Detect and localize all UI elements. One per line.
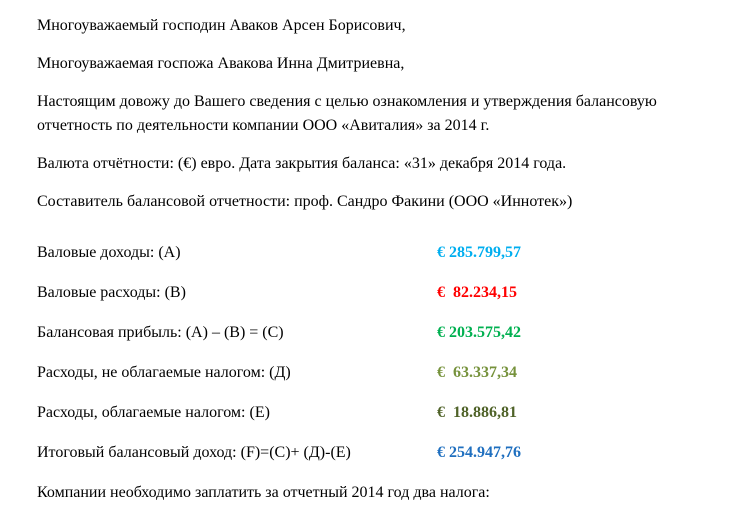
balance-row-label: Итоговый балансовый доход: (F)=(С)+ (Д)-(Е) bbox=[37, 444, 351, 461]
balance-table bbox=[37, 241, 718, 465]
compiler-line: Составитель балансовой отчетности: проф. Сандро Факини (ООО «Иннотек») bbox=[37, 193, 573, 210]
balance-row-label: Валовые расходы: (В) bbox=[37, 284, 186, 301]
balance-row-label: Расходы, не облагаемые налогом: (Д) bbox=[37, 364, 291, 381]
balance-row-value: € 285.799,57 bbox=[437, 244, 521, 261]
balance-row-value: € 254.947,76 bbox=[437, 444, 521, 461]
balance-row-balance-profit bbox=[37, 321, 718, 345]
salutation-line-2: Многоуважаемая госпожа Авакова Инна Дмитриевна, bbox=[37, 55, 405, 72]
intro-paragraph: Настоящим довожу до Вашего сведения с целью ознакомления и утверждения балансовую отчетность по деятельности компании ООО «Авиталия» за 2014 г. bbox=[37, 93, 657, 134]
balance-row-gross-income bbox=[37, 241, 718, 265]
balance-row-value: € 18.886,81 bbox=[437, 404, 517, 421]
balance-row-label: Расходы, облагаемые налогом: (Е) bbox=[37, 404, 270, 421]
balance-row-value: € 203.575,42 bbox=[437, 324, 521, 341]
balance-row-gross-expenses bbox=[37, 281, 718, 305]
currency-line: Валюта отчётности: (€) евро. Дата закрытия баланса: «31» декабря 2014 года. bbox=[37, 155, 567, 172]
balance-row-total-income bbox=[37, 441, 718, 465]
salutation-line-1: Многоуважаемый господин Аваков Арсен Борисович, bbox=[37, 17, 406, 34]
balance-row-value: € 82.234,15 bbox=[437, 284, 517, 301]
balance-row-taxable-expenses bbox=[37, 401, 718, 425]
balance-row-value: € 63.337,34 bbox=[437, 364, 517, 381]
balance-row-label: Балансовая прибыль: (А) – (В) = (С) bbox=[37, 324, 284, 341]
balance-row-label: Валовые доходы: (А) bbox=[37, 244, 181, 261]
closing-line: Компании необходимо заплатить за отчетный 2014 год два налога: bbox=[37, 484, 490, 501]
balance-row-nontaxable-expenses bbox=[37, 361, 718, 385]
